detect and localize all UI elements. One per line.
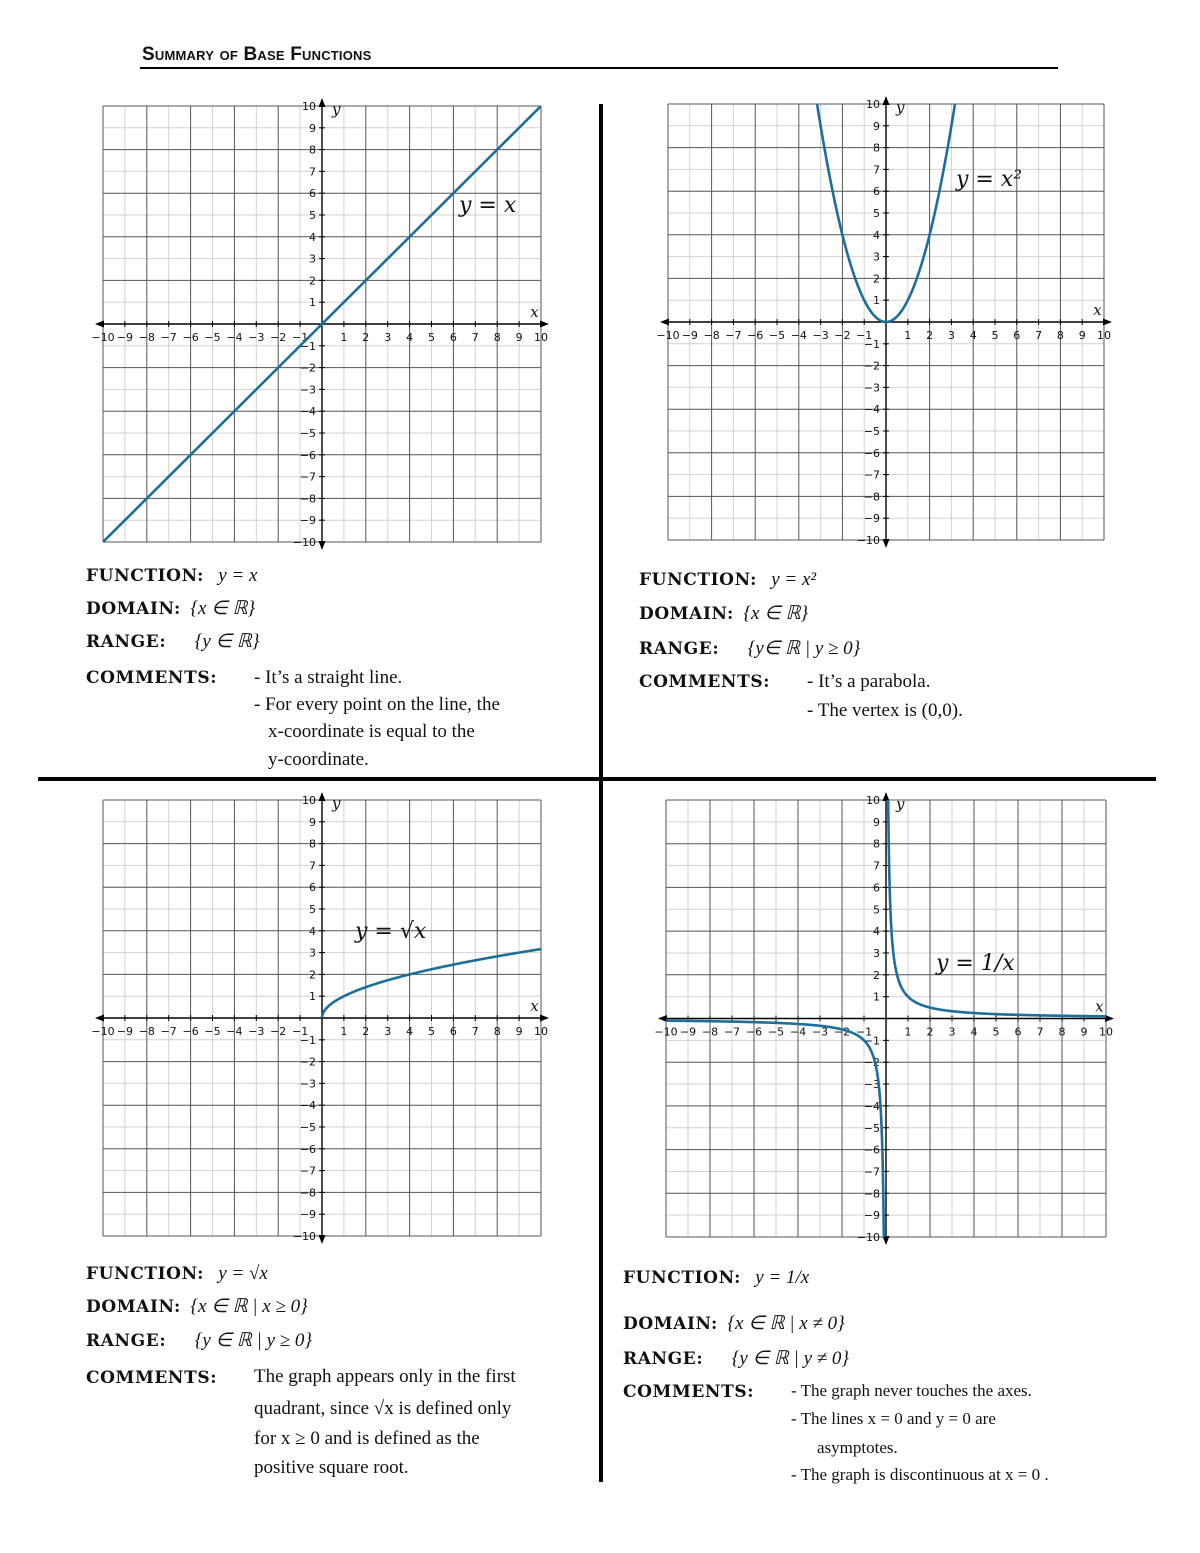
x-tick-label: −10 <box>656 329 680 342</box>
domain-label: DOMAIN: <box>623 1314 718 1334</box>
y-tick-label: −3 <box>299 383 316 397</box>
domain-label: DOMAIN: <box>639 604 734 624</box>
x-tick-label: 2 <box>362 331 370 344</box>
domain-value: {x ∈ ℝ | x ≠ 0} <box>727 1313 845 1334</box>
y-tick-label: −4 <box>863 1099 880 1113</box>
y-tick-label: 3 <box>309 252 316 266</box>
y-tick-label: 3 <box>873 250 880 264</box>
y-tick-label: 7 <box>309 165 316 179</box>
y-tick-label: 6 <box>309 881 316 895</box>
title-underline <box>140 67 1058 69</box>
y-tick-label: 9 <box>873 815 880 829</box>
comment-line: - The graph never touches the axes. <box>791 1381 1032 1400</box>
function-value: y = √x <box>218 1263 268 1284</box>
range-value: {y ∈ ℝ} <box>194 631 260 652</box>
x-tick-label: −9 <box>679 1025 697 1039</box>
vertical-divider <box>599 104 603 1482</box>
x-tick-label: 8 <box>1058 1025 1066 1039</box>
x-tick-label: −10 <box>91 1025 115 1038</box>
x-tick-label: −3 <box>811 1025 829 1039</box>
comments-label: COMMENTS: <box>623 1382 755 1402</box>
y-tick-label: 1 <box>309 990 316 1004</box>
y-tick-label: 8 <box>309 837 316 851</box>
x-tick-label: 10 <box>1099 1025 1113 1039</box>
x-tick-label: −5 <box>767 1025 785 1039</box>
comment-line: asymptotes. <box>817 1438 898 1457</box>
x-tick-label: 8 <box>493 331 501 344</box>
y-tick-label: −4 <box>299 1099 316 1113</box>
horizontal-divider <box>38 777 1156 781</box>
y-tick-label: −4 <box>863 403 880 417</box>
x-tick-label: −5 <box>204 331 221 344</box>
y-tick-label: 3 <box>309 946 316 960</box>
x-tick-label: −6 <box>182 1025 199 1038</box>
x-tick-label: −2 <box>833 1025 851 1039</box>
y-tick-label: 9 <box>873 119 880 133</box>
y-tick-label: −10 <box>856 1231 880 1244</box>
range-label: RANGE: <box>86 1331 167 1351</box>
x-tick-label: 7 <box>471 331 479 344</box>
page-title: Summary of Base Functions <box>142 44 372 65</box>
y-tick-label: −4 <box>299 405 316 419</box>
x-tick-label: 4 <box>969 329 977 342</box>
x-tick-label: −4 <box>789 1025 807 1039</box>
graph-square-root <box>91 794 548 1243</box>
y-tick-label: 1 <box>309 296 316 310</box>
y-tick-label: −10 <box>856 534 880 547</box>
x-tick-label: 7 <box>471 1025 479 1038</box>
x-tick-label: −5 <box>768 329 786 342</box>
y-tick-label: 6 <box>309 187 316 201</box>
function-label: FUNCTION: <box>639 570 757 590</box>
curve-label: y = x² <box>956 167 1023 192</box>
x-tick-label: −3 <box>248 1025 265 1038</box>
x-tick-label: 5 <box>428 331 435 344</box>
comment-line: - The vertex is (0,0). <box>807 700 963 721</box>
curve-label: y = √x <box>355 919 427 944</box>
y-tick-label: 9 <box>309 121 316 135</box>
function-value: y = x² <box>771 569 817 590</box>
x-tick-label: 8 <box>493 1025 501 1038</box>
domain-label: DOMAIN: <box>86 1297 181 1317</box>
y-tick-label: −9 <box>299 514 316 528</box>
y-axis-label: y <box>332 100 341 119</box>
function-label: FUNCTION: <box>86 566 204 586</box>
x-tick-label: 1 <box>340 331 348 344</box>
comment-line: x-coordinate is equal to the <box>268 721 475 742</box>
y-tick-label: −1 <box>299 339 316 353</box>
x-tick-label: 9 <box>1078 329 1086 342</box>
x-tick-label: −4 <box>226 1025 243 1038</box>
x-axis-label: x <box>530 997 539 1015</box>
x-tick-label: 9 <box>515 331 523 344</box>
x-tick-label: −4 <box>790 329 807 342</box>
y-tick-label: −6 <box>863 446 880 460</box>
x-tick-label: 6 <box>1014 1025 1022 1039</box>
x-tick-label: −6 <box>747 329 764 342</box>
x-tick-label: 2 <box>926 1025 934 1039</box>
y-tick-label: 9 <box>309 815 316 829</box>
x-tick-label: −1 <box>855 1025 873 1039</box>
y-tick-label: 10 <box>866 794 880 807</box>
y-tick-label: 10 <box>866 98 880 111</box>
y-tick-label: 1 <box>873 294 880 308</box>
comment-line: positive square root. <box>254 1457 409 1478</box>
y-tick-label: 6 <box>873 881 880 895</box>
domain-value: {x ∈ ℝ} <box>190 598 256 619</box>
y-tick-label: −9 <box>863 1209 880 1223</box>
domain-value: {x ∈ ℝ} <box>743 603 809 624</box>
y-tick-label: −8 <box>863 490 880 504</box>
y-tick-label: 5 <box>309 209 316 222</box>
graph-quadratic <box>656 98 1111 547</box>
y-tick-label: −1 <box>299 1033 316 1047</box>
y-tick-label: 5 <box>873 903 880 917</box>
comment-line: - The lines x = 0 and y = 0 are <box>791 1409 996 1428</box>
y-tick-label: 7 <box>873 163 880 177</box>
comments-label: COMMENTS: <box>639 672 771 692</box>
y-tick-label: −7 <box>299 1164 316 1178</box>
x-tick-label: 7 <box>1035 329 1043 342</box>
x-tick-label: 5 <box>992 1025 1000 1039</box>
range-label: RANGE: <box>639 639 720 659</box>
y-tick-label: −3 <box>863 381 880 395</box>
y-tick-label: −1 <box>863 337 880 351</box>
x-tick-label: 6 <box>449 331 457 344</box>
x-tick-label: 5 <box>428 1025 435 1038</box>
y-axis-label: y <box>332 794 341 813</box>
x-tick-label: 4 <box>970 1025 978 1039</box>
y-tick-label: 2 <box>309 274 316 288</box>
y-tick-label: −10 <box>292 1230 316 1243</box>
y-tick-label: 7 <box>309 859 316 873</box>
y-tick-label: 1 <box>873 990 880 1004</box>
x-tick-label: −6 <box>182 331 199 344</box>
comment-line: - It’s a straight line. <box>254 667 403 688</box>
range-label: RANGE: <box>86 632 167 652</box>
x-tick-label: −3 <box>812 329 829 342</box>
graph-linear <box>91 100 548 549</box>
y-tick-label: 4 <box>309 230 316 244</box>
x-tick-label: −4 <box>226 331 243 344</box>
domain-value: {x ∈ ℝ | x ≥ 0} <box>190 1296 308 1317</box>
x-tick-label: 3 <box>384 1025 392 1038</box>
x-tick-label: −2 <box>270 1025 287 1038</box>
y-tick-label: 7 <box>873 859 880 873</box>
x-axis-label: x <box>1093 301 1102 319</box>
y-tick-label: 5 <box>309 903 316 916</box>
y-tick-label: −10 <box>292 536 316 549</box>
y-tick-label: −7 <box>299 470 316 484</box>
x-tick-label: 10 <box>1097 329 1111 342</box>
x-tick-label: 8 <box>1056 329 1064 342</box>
comments-label: COMMENTS: <box>86 1368 218 1388</box>
x-tick-label: −8 <box>703 329 720 342</box>
x-tick-label: 7 <box>1036 1025 1044 1039</box>
x-tick-label: −7 <box>723 1025 741 1039</box>
x-tick-label: −9 <box>116 1025 134 1038</box>
x-axis-label: x <box>1095 997 1104 1016</box>
y-tick-label: 2 <box>309 968 316 982</box>
y-tick-label: 8 <box>873 141 880 155</box>
curve-label: y = x <box>459 193 517 218</box>
y-tick-label: 6 <box>873 185 880 199</box>
y-tick-label: −5 <box>299 427 316 440</box>
x-tick-label: −1 <box>856 329 873 342</box>
x-tick-label: 4 <box>406 331 414 344</box>
x-tick-label: 3 <box>384 331 392 344</box>
x-tick-label: 3 <box>948 1025 956 1039</box>
comment-line: The graph appears only in the first <box>254 1366 516 1387</box>
x-tick-label: −8 <box>701 1025 719 1039</box>
y-tick-label: −8 <box>299 1186 316 1200</box>
y-tick-label: 10 <box>302 100 316 113</box>
y-tick-label: 5 <box>873 207 880 220</box>
x-tick-label: 9 <box>1080 1025 1088 1039</box>
x-tick-label: 4 <box>406 1025 414 1038</box>
y-tick-label: −6 <box>299 448 316 462</box>
y-tick-label: −3 <box>863 1078 880 1092</box>
y-tick-label: 8 <box>873 837 880 851</box>
graph-reciprocal <box>654 794 1113 1244</box>
x-tick-label: −9 <box>116 331 134 344</box>
y-tick-label: −6 <box>299 1142 316 1156</box>
y-tick-label: −6 <box>863 1143 880 1157</box>
x-tick-label: −10 <box>91 331 115 344</box>
x-tick-label: −9 <box>681 329 698 342</box>
x-tick-label: 1 <box>340 1025 348 1038</box>
x-tick-label: −10 <box>654 1025 678 1039</box>
y-tick-label: −7 <box>863 468 880 482</box>
x-tick-label: 1 <box>904 329 912 342</box>
x-tick-label: −6 <box>745 1025 763 1039</box>
x-tick-label: −8 <box>138 1025 155 1038</box>
comments-label: COMMENTS: <box>86 668 218 688</box>
curve-label: y = 1/x <box>936 951 1015 976</box>
x-tick-label: 6 <box>449 1025 457 1038</box>
y-tick-label: −8 <box>863 1187 880 1201</box>
y-tick-label: −5 <box>863 425 880 438</box>
x-tick-label: 10 <box>534 1025 548 1038</box>
x-tick-label: 6 <box>1013 329 1021 342</box>
x-tick-label: −2 <box>834 329 851 342</box>
y-tick-label: 8 <box>309 143 316 157</box>
y-tick-label: 4 <box>873 925 880 939</box>
y-tick-label: −2 <box>299 361 316 375</box>
x-tick-label: −5 <box>204 1025 221 1038</box>
y-tick-label: −7 <box>863 1165 880 1179</box>
x-tick-label: −7 <box>725 329 742 342</box>
y-tick-label: −3 <box>299 1077 316 1091</box>
comment-line: for x ≥ 0 and is defined as the <box>254 1428 480 1449</box>
function-curve <box>666 1021 884 1237</box>
y-tick-label: −5 <box>863 1121 880 1135</box>
x-tick-label: −2 <box>270 331 287 344</box>
y-tick-label: −1 <box>863 1034 880 1048</box>
function-label: FUNCTION: <box>623 1268 741 1288</box>
comment-line: - It’s a parabola. <box>807 671 931 692</box>
y-tick-label: −9 <box>863 512 880 526</box>
y-tick-label: −8 <box>299 492 316 506</box>
x-tick-label: −8 <box>138 331 155 344</box>
x-tick-label: 3 <box>947 329 955 342</box>
x-tick-label: −7 <box>160 331 177 344</box>
y-tick-label: 4 <box>309 924 316 938</box>
x-tick-label: 1 <box>904 1025 912 1039</box>
comment-line: quadrant, since √x is defined only <box>254 1398 512 1419</box>
y-tick-label: 3 <box>873 946 880 960</box>
x-tick-label: −1 <box>291 331 309 344</box>
range-label: RANGE: <box>623 1349 704 1369</box>
y-tick-label: −2 <box>863 1056 880 1070</box>
function-value: y = x <box>218 565 258 586</box>
y-tick-label: 2 <box>873 968 880 982</box>
y-axis-label: y <box>896 794 905 813</box>
x-tick-label: 10 <box>534 331 548 344</box>
x-tick-label: 9 <box>515 1025 523 1038</box>
y-axis-label: y <box>896 98 905 117</box>
range-value: {y∈ ℝ | y ≥ 0} <box>747 638 861 659</box>
y-tick-label: −9 <box>299 1208 316 1222</box>
x-axis-label: x <box>530 303 539 321</box>
x-tick-label: −7 <box>160 1025 177 1038</box>
x-tick-label: 2 <box>362 1025 370 1038</box>
x-tick-label: 2 <box>926 329 934 342</box>
y-tick-label: −5 <box>299 1121 316 1134</box>
function-value: y = 1/x <box>755 1267 810 1288</box>
x-tick-label: 5 <box>991 329 999 342</box>
y-tick-label: −2 <box>863 359 880 373</box>
y-tick-label: 10 <box>302 794 316 807</box>
domain-label: DOMAIN: <box>86 599 181 619</box>
range-value: {y ∈ ℝ | y ≥ 0} <box>194 1330 313 1351</box>
y-tick-label: 2 <box>873 272 880 286</box>
y-tick-label: −2 <box>299 1055 316 1069</box>
comment-line: y-coordinate. <box>268 749 369 770</box>
x-tick-label: −3 <box>248 331 265 344</box>
function-curve <box>888 800 1106 1016</box>
comment-line: - The graph is discontinuous at x = 0 . <box>791 1465 1049 1484</box>
x-tick-label: −1 <box>291 1025 309 1038</box>
y-tick-label: 4 <box>873 228 880 242</box>
comment-line: - For every point on the line, the <box>254 694 500 715</box>
range-value: {y ∈ ℝ | y ≠ 0} <box>731 1348 850 1369</box>
function-label: FUNCTION: <box>86 1264 204 1284</box>
